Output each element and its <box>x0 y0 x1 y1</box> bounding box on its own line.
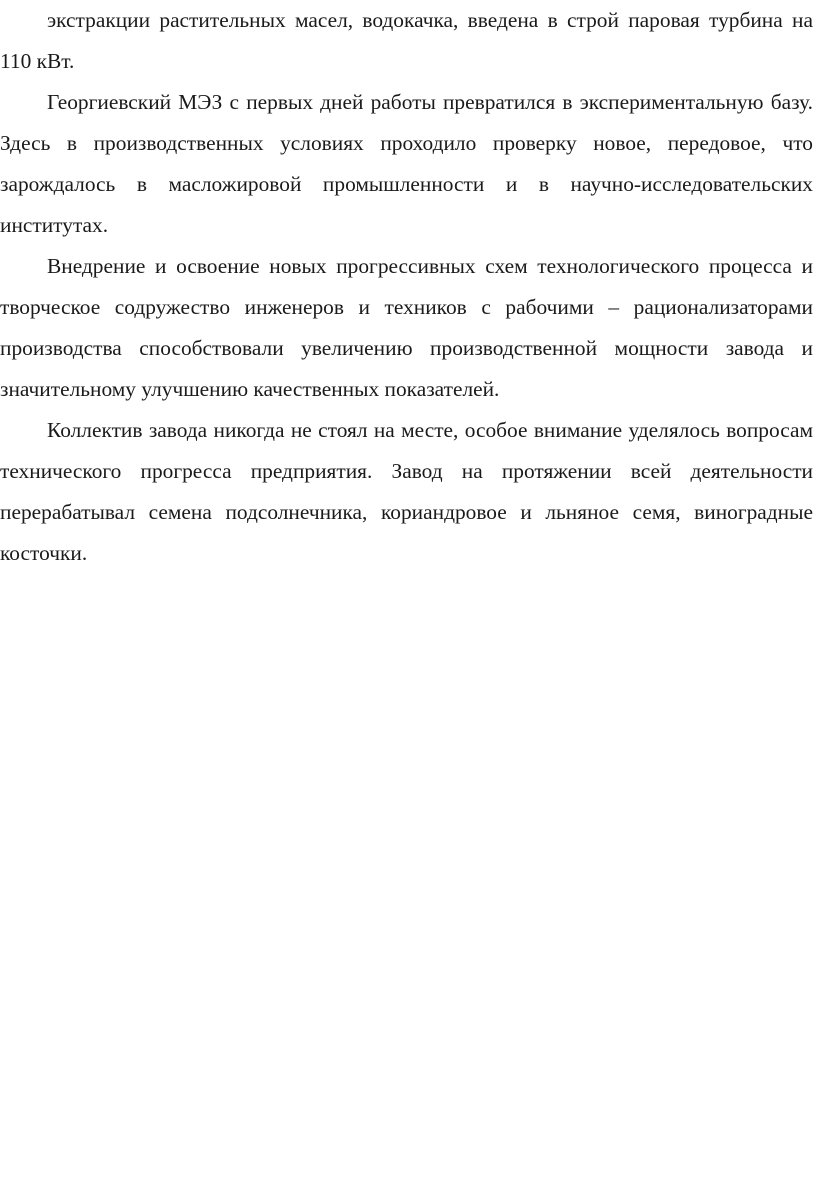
paragraph: Георгиевский МЭЗ с первых дней работы превратился в экспериментальную базу. Здесь в производственных условиях проходило проверку новое, передовое, что зарождалось в масложировой промышленности и в научно-исследовательских институтах. <box>0 90 813 237</box>
paragraph: Коллектив завода никогда не стоял на месте, особое внимание уделялось вопросам технического прогресса предприятия. Завод на протяжении всей деятельности перерабатывал семена подсолнечника, кориандровое и льняное семя, виноградные косточки. <box>0 418 813 565</box>
paragraph: экстракции растительных масел, водокачка, введена в строй паровая турбина на 110 кВт. <box>0 8 813 73</box>
paragraph: Внедрение и освоение новых прогрессивных схем технологического процесса и творческое содружество инженеров и техников с рабочими – рационализаторами производства способствовали увеличению производственной мощности завода и значительному улучшению качественных показателей. <box>0 254 813 401</box>
document-body <box>0 0 813 574</box>
